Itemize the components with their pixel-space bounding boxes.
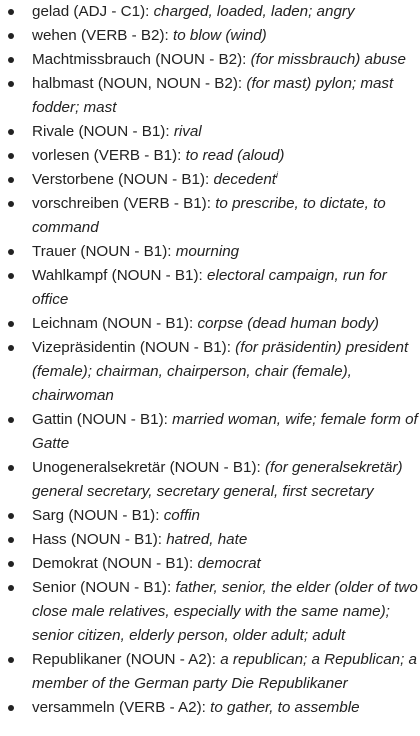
list-item [0, 168, 420, 192]
list-item [0, 192, 420, 240]
entry-word: Demokrat [32, 555, 98, 572]
list-item [0, 312, 420, 336]
footnote-marker: i [276, 169, 278, 180]
entry-definition: rival [173, 123, 202, 140]
entry-definition: corpse (dead human body) [197, 315, 379, 332]
entry-definition: to prescribe, to dictate, to command [32, 195, 386, 236]
entry-definition: mourning [175, 243, 240, 260]
entry-word: wehen [32, 27, 77, 44]
entry-word: Vizepräsidentin [32, 339, 136, 356]
entry-grammar: (NOUN - B1): [169, 459, 261, 476]
list-item [0, 120, 420, 144]
list-item [0, 648, 420, 696]
entry-grammar: (NOUN - B1): [102, 555, 194, 572]
list-item [0, 48, 420, 72]
entry-grammar: (NOUN - B2): [155, 51, 247, 68]
entry-definition: married woman, wife; female form of Gatte [32, 411, 418, 452]
list-item [0, 576, 420, 648]
entry-grammar: (NOUN - B1): [118, 171, 210, 188]
entry-grammar: (NOUN - B1): [102, 315, 194, 332]
entry-grammar: (VERB - B2): [81, 27, 169, 44]
entry-definition: to gather, to assemble [210, 699, 360, 716]
entry-grammar: (NOUN - B1): [139, 339, 231, 356]
entry-word: gelad [32, 3, 70, 20]
entry-word: Trauer [32, 243, 77, 260]
entry-definition: (for präsidentin) president (female); chairman, chairperson, chair (female), chairwoman [32, 339, 409, 404]
entry-grammar: (VERB - A2): [118, 699, 206, 716]
entry-word: Senior [32, 579, 76, 596]
list-item [0, 264, 420, 312]
entry-word: Hass [32, 531, 67, 548]
list-item [0, 24, 420, 48]
entry-grammar: (NOUN, NOUN - B2): [97, 75, 243, 92]
entry-definition: hatred, hate [166, 531, 248, 548]
entry-definition: (for missbrauch) abuse [250, 51, 406, 68]
entry-grammar: (NOUN - B1): [80, 579, 172, 596]
list-item [0, 0, 420, 24]
entry-definition: coffin [163, 507, 200, 524]
entry-word: versammeln [32, 699, 115, 716]
entry-grammar: (NOUN - B1): [80, 243, 172, 260]
entry-word: Gattin [32, 411, 73, 428]
list-item [0, 528, 420, 552]
entry-definition: electoral campaign, run for office [32, 267, 387, 308]
entry-word: Machtmissbrauch [32, 51, 152, 68]
entry-word: Unogeneralsekretär [32, 459, 166, 476]
entry-word: halbmast [32, 75, 94, 92]
list-item [0, 72, 420, 120]
entry-grammar: (NOUN - B1): [111, 267, 203, 284]
list-item [0, 456, 420, 504]
entry-grammar: (ADJ - C1): [73, 3, 150, 20]
entry-grammar: (NOUN - B1): [68, 507, 160, 524]
entry-definition: democrat [197, 555, 261, 572]
entry-definition: charged, loaded, laden; angry [153, 3, 355, 20]
entry-grammar: (NOUN - B1): [76, 411, 168, 428]
list-item [0, 504, 420, 528]
entry-definition: (for generalsekretär) general secretary, secretary general, first secretary [32, 459, 403, 500]
entry-definition: to read (aloud) [185, 147, 285, 164]
entry-definition: decedent [213, 171, 276, 188]
entry-grammar: (VERB - B1): [93, 147, 182, 164]
entry-word: Sarg [32, 507, 65, 524]
entry-definition: to blow (wind) [173, 27, 267, 44]
list-item [0, 336, 420, 408]
list-item [0, 408, 420, 456]
list-item [0, 144, 420, 168]
entry-word: Rivale [32, 123, 75, 140]
entry-word: Republikaner [32, 651, 122, 668]
entry-word: vorlesen [32, 147, 90, 164]
entry-word: Wahlkampf [32, 267, 108, 284]
entry-grammar: (VERB - B1): [123, 195, 211, 212]
list-item [0, 552, 420, 576]
list-item [0, 696, 420, 720]
entry-word: vorschreiben [32, 195, 119, 212]
entry-definition: father, senior, the elder (older of two close male relatives, especially with the same name); senior citizen, elderly person, older adult; adult [32, 579, 418, 644]
entry-word: Leichnam [32, 315, 98, 332]
entry-definition: (for mast) pylon; mast fodder; mast [32, 75, 394, 116]
entry-grammar: (NOUN - A2): [125, 651, 217, 668]
entry-definition: a republican; a Republican; a member of the German party Die Republikaner [32, 651, 417, 692]
entry-word: Verstorbene [32, 171, 114, 188]
list-item [0, 240, 420, 264]
entry-grammar: (NOUN - B1): [78, 123, 170, 140]
entry-grammar: (NOUN - B1): [70, 531, 162, 548]
